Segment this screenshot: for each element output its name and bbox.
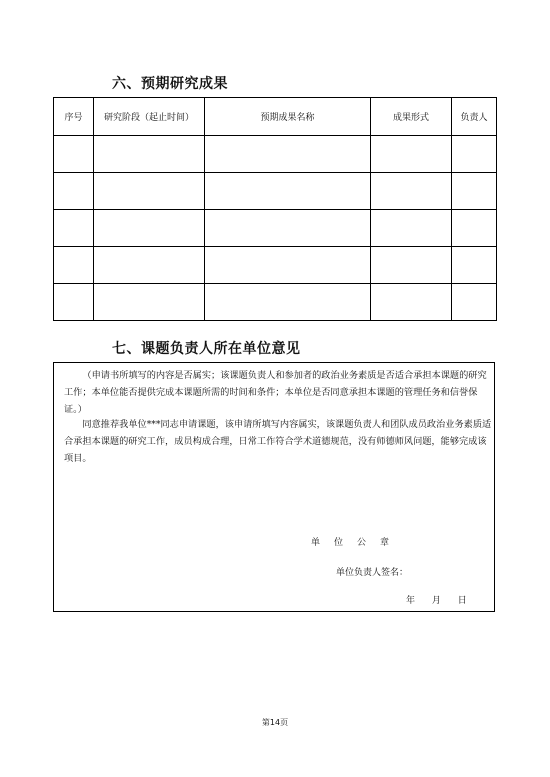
col-header-index: 序号: [54, 98, 94, 136]
table-cell[interactable]: [54, 136, 94, 173]
table-cell[interactable]: [371, 247, 452, 284]
instruction-text: （申请书所填写的内容是否属实；该课题负责人和参加者的政治业务素质是否适合承担本课题的研究工作；本单位能否提供完成本课题所需的时间和条件；本单位是否同意承担本课题的管理任务和信誉保证。）: [64, 370, 487, 415]
unit-leader-signature-label: 单位负责人签名：: [336, 568, 409, 578]
col-header-owner: 负责人: [452, 98, 497, 136]
table-cell[interactable]: [94, 173, 205, 210]
table-cell[interactable]: [205, 284, 371, 321]
col-header-stage: 研究阶段（起止时间）: [94, 98, 205, 136]
table-cell[interactable]: [54, 210, 94, 247]
col-header-result-name: 预期成果名称: [205, 98, 371, 136]
table-cell[interactable]: [54, 284, 94, 321]
table-cell[interactable]: [452, 247, 497, 284]
table-cell[interactable]: [371, 284, 452, 321]
table-row: [54, 247, 497, 284]
section-7-title: 七、课题负责人所在单位意见: [112, 341, 301, 357]
table-cell[interactable]: [205, 247, 371, 284]
col-header-result-form: 成果形式: [371, 98, 452, 136]
table-cell[interactable]: [94, 210, 205, 247]
table-cell[interactable]: [371, 210, 452, 247]
table-cell[interactable]: [94, 247, 205, 284]
table-row: [54, 284, 497, 321]
table-cell[interactable]: [371, 173, 452, 210]
table-cell[interactable]: [94, 136, 205, 173]
table-row: [54, 136, 497, 173]
table-cell[interactable]: [452, 284, 497, 321]
table-cell[interactable]: [54, 173, 94, 210]
table-cell[interactable]: [94, 284, 205, 321]
table-cell[interactable]: [452, 136, 497, 173]
opinion-text[interactable]: 同意推荐我单位***同志申请课题，该申请所填写内容属实，该课题负责人和团队成员政治业务素质适合承担本课题的研究工作，成员构成合理，日常工作符合学术道德规范，没有师德师风问题，能够完成该项目。: [64, 419, 492, 464]
table-cell[interactable]: [205, 210, 371, 247]
date-label: 年 月 日: [406, 596, 467, 606]
section-6-title: 六、预期研究成果: [112, 76, 228, 92]
table-cell[interactable]: [452, 173, 497, 210]
table-row: [54, 210, 497, 247]
table-cell[interactable]: [205, 136, 371, 173]
table-row: [54, 173, 497, 210]
unit-seal-label: 单位公章: [311, 538, 404, 548]
expected-results-table: [53, 97, 497, 321]
unit-opinion-box: [53, 362, 495, 612]
table-cell[interactable]: [371, 136, 452, 173]
page-number: 第14页: [261, 718, 289, 727]
table-header-row: [54, 98, 497, 136]
table-cell[interactable]: [205, 173, 371, 210]
table-cell[interactable]: [452, 210, 497, 247]
table-cell[interactable]: [54, 247, 94, 284]
